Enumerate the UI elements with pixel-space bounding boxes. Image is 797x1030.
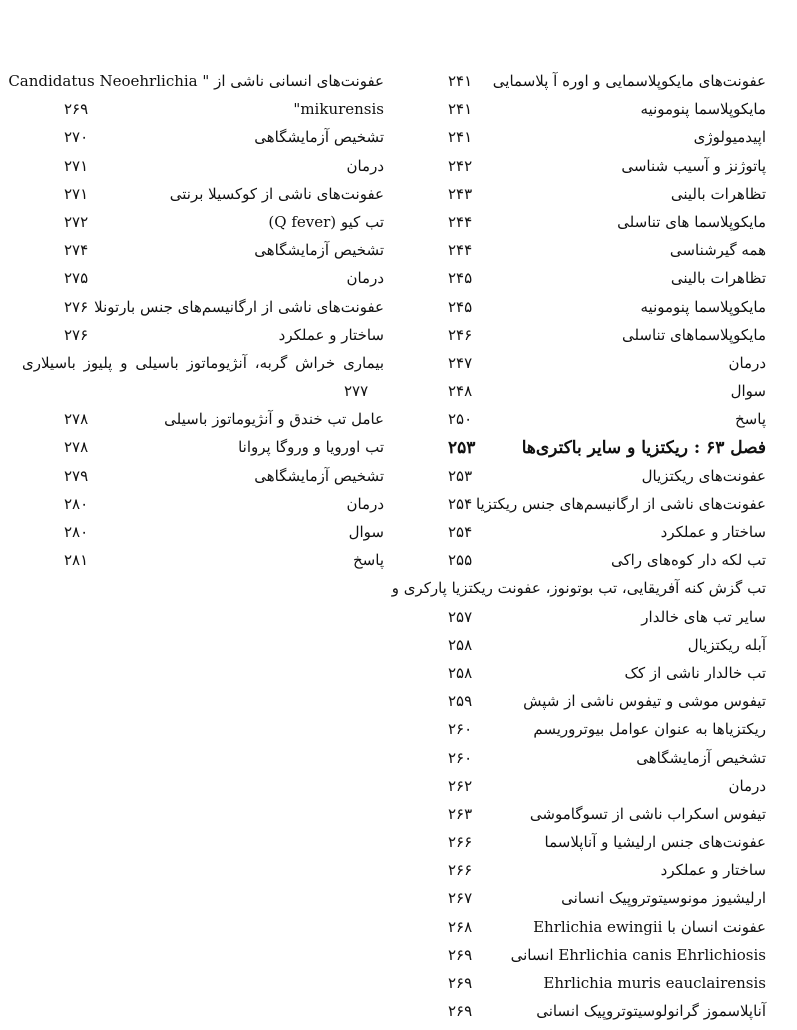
toc-entry-page: ۲۶۹ [448, 974, 473, 993]
toc-entry-page: ۲۵۳ [448, 438, 476, 459]
toc-entry-page: ۲۴۵ [448, 269, 473, 288]
toc-entry-title: همه گیرشناسی [669, 241, 766, 260]
toc-entry-page: ۲۶۰ [448, 748, 473, 767]
toc-entry [400, 946, 766, 974]
toc-entry-title: اپیدمیولوژی [693, 128, 766, 147]
toc-entry-page: ۲۶۶ [448, 833, 473, 852]
toc-entry-page: ۲۷۸ [64, 438, 89, 457]
toc-entry-title: مایکوپلاسما های تناسلی [617, 212, 766, 231]
toc-entry-title: تب خالدار ناشی از کک [624, 663, 766, 682]
toc-entry [400, 551, 766, 579]
toc-entry [22, 128, 384, 156]
chapter-title: فصل ۶۳ : ریکتزیا و سایر باکتری‌ها [521, 438, 766, 459]
toc-entry [400, 269, 766, 297]
toc-entry [400, 636, 766, 664]
toc-entry-page: ۲۶۰ [448, 720, 473, 739]
toc-entry [400, 213, 766, 241]
toc-entry [400, 664, 766, 692]
toc-entry-title: آبله ریکتزیال [687, 635, 766, 654]
toc-entry-page: ۲۷۱ [64, 184, 89, 203]
toc-entry [400, 692, 766, 720]
toc-entry [22, 410, 384, 438]
toc-entry [22, 157, 384, 185]
toc-entry-page: ۲۴۴ [448, 241, 473, 260]
toc-entry-page: ۲۵۸ [448, 663, 473, 682]
toc-entry [400, 889, 766, 917]
toc-entry-title: درمان [346, 494, 384, 513]
toc-entry-page: ۲۷۰ [64, 128, 89, 147]
toc-entry-page: ۲۷۱ [64, 156, 89, 175]
toc-entry-page: ۲۵۵ [448, 551, 473, 570]
toc-left-column [8, 72, 384, 579]
toc-entry [8, 72, 384, 128]
toc-entry-title-continued: سایر تب های خالدار [641, 607, 766, 626]
toc-right-column [391, 72, 766, 1030]
toc-entry [400, 410, 766, 438]
toc-entry [22, 185, 384, 213]
toc-entry-title: مایکوپلاسما پنومونیه [640, 100, 766, 119]
toc-entry [22, 213, 384, 241]
toc-entry-title: تب کیو (Q fever) [268, 212, 384, 231]
toc-entry-page: ۲۶۲ [448, 776, 473, 795]
toc-entry [22, 438, 384, 466]
toc-entry-page: ۲۶۸ [448, 917, 473, 936]
toc-entry [22, 298, 384, 326]
toc-entry-title: ساختار و عملکرد [660, 523, 766, 541]
toc-entry-page: ۲۸۱ [64, 551, 89, 570]
toc-entry-title-continued: mikurensis" [293, 100, 384, 119]
toc-entry [400, 861, 766, 889]
toc-entry-page: ۲۵۹ [448, 692, 473, 711]
toc-entry-page: ۲۷۲ [64, 212, 89, 231]
toc-entry-title: عفونت‌های ناشی از ارگانیسم‌های جنس ریکتزیا [475, 494, 766, 513]
toc-entry-title: تشخیص آزمایشگاهی [254, 466, 384, 485]
toc-entry [22, 241, 384, 269]
toc-entry-title: تشخیص آزمایشگاهی [636, 748, 766, 767]
toc-entry-page: ۲۶۹ [64, 100, 89, 119]
toc-entry-title: Ehrlichia muris eauclairensis [543, 974, 766, 993]
toc-entry-title: درمان [346, 156, 384, 175]
toc-entry-page: ۲۶۳ [448, 804, 473, 823]
toc-entry-title: عفونت‌های جنس ارلیشیا و آناپلاسما [544, 833, 766, 852]
toc-entry-page: ۲۶۹ [448, 1002, 473, 1021]
toc-entry [400, 185, 766, 213]
toc-entry [391, 579, 766, 635]
toc-entry [400, 157, 766, 185]
toc-entry [22, 523, 384, 551]
toc-entry [400, 805, 766, 833]
toc-entry-page: ۲۴۶ [448, 325, 473, 344]
toc-entry [400, 749, 766, 777]
toc-entry-title: تب لکه دار کوه‌های راکی [611, 551, 766, 570]
toc-entry-page: ۲۷۶ [64, 325, 89, 344]
toc-entry-title: تظاهرات بالینی [670, 184, 766, 203]
toc-entry [22, 354, 384, 410]
toc-entry-page: ۲۴۸ [448, 382, 473, 401]
toc-entry [400, 298, 766, 326]
toc-chapter-heading [400, 438, 766, 466]
toc-entry [22, 467, 384, 495]
toc-entry-page: ۲۵۰ [448, 410, 473, 429]
toc-entry-title: تیفوس اسکراب ناشی از تسوگاموشی [529, 804, 766, 823]
toc-entry-page: ۲۵۷ [448, 607, 473, 626]
toc-entry [400, 495, 766, 523]
toc-entry-page: ۲۵۳ [448, 466, 473, 485]
toc-entry-page: ۲۴۳ [448, 184, 473, 203]
toc-entry-page: ۲۴۱ [448, 100, 473, 119]
toc-entry [400, 974, 766, 1002]
toc-entry-page: ۲۷۵ [64, 269, 89, 288]
toc-entry-page: ۲۴۱ [448, 128, 473, 147]
toc-entry-title: عفونت‌های مایکوپلاسمایی و اوره آ پلاسمایی [492, 72, 766, 90]
toc-entry-page: ۲۷۷ [344, 382, 369, 401]
toc-entry-page: ۲۷۸ [64, 410, 89, 429]
toc-entry [400, 100, 766, 128]
toc-entry-title: مایکوپلاسماهای تناسلی [621, 325, 766, 344]
toc-entry [400, 382, 766, 410]
toc-entry-title: Ehrlichia canis Ehrlichiosis انسانی [510, 945, 766, 964]
toc-entry [400, 467, 766, 495]
toc-entry-title: عفونت انسان با Ehrlichia ewingii [533, 917, 766, 936]
toc-entry-title: عفونت‌های ناشی از ارگانیسم‌های جنس بارتونلا [94, 297, 384, 316]
toc-entry-page: ۲۴۷ [448, 353, 473, 372]
toc-entry-page: ۲۶۷ [448, 889, 473, 908]
toc-entry-title: عفونت‌های ناشی از کوکسیلا برنتی [169, 184, 384, 203]
toc-entry-title: سوال [730, 382, 766, 401]
toc-entry [22, 551, 384, 579]
toc-entry-title: آناپلاسموز گرانولوسیتوتروپیک انسانی [536, 1002, 766, 1021]
toc-entry [400, 720, 766, 748]
toc-entry-title: ارلیشیوز مونوسیتوتروپیک انسانی [561, 889, 766, 908]
toc-entry-page: ۲۴۲ [448, 156, 473, 175]
toc-entry-page: ۲۵۸ [448, 635, 473, 654]
toc-entry [400, 833, 766, 861]
toc-entry-page: ۲۵۴ [448, 523, 473, 541]
toc-entry-title: تظاهرات بالینی [670, 269, 766, 288]
toc-entry [400, 241, 766, 269]
toc-entry [400, 523, 766, 551]
toc-entry [400, 777, 766, 805]
toc-entry [400, 72, 766, 100]
toc-entry-page: ۲۶۹ [448, 945, 473, 964]
toc-entry-title: سوال [348, 523, 384, 542]
toc-entry-title: تب گزش کنه آفریقایی، تب بوتونوز، عفونت ریکتزیا پارکری و [391, 579, 766, 598]
toc-entry [22, 495, 384, 523]
toc-entry [400, 128, 766, 156]
toc-entry-page: ۲۴۱ [448, 72, 473, 90]
toc-entry-title: عامل تب خندق و آنژیوماتوز باسیلی [164, 410, 384, 429]
toc-entry-title: تب اورویا و وروگا پروانا [238, 438, 384, 457]
toc-entry-page: ۲۷۹ [64, 466, 89, 485]
toc-entry [22, 326, 384, 354]
toc-entry-title: عفونت‌های انسانی ناشی از " Candidatus Neoehrlichia [8, 72, 384, 90]
toc-entry-title: عفونت‌های ریکتزیال [641, 466, 766, 485]
toc-entry-title: پاتوژنز و آسیب شناسی [621, 156, 766, 175]
toc-entry-page: ۲۸۰ [64, 494, 89, 513]
toc-entry-title: مایکوپلاسما پنومونیه [640, 297, 766, 316]
toc-entry-page: ۲۷۶ [64, 297, 89, 316]
toc-entry-page: ۲۸۰ [64, 523, 89, 542]
toc-entry-title: بیماری خراش گربه، آنژیوماتوز باسیلی و پلیوز باسیلاری [22, 353, 384, 372]
toc-entry [400, 1002, 766, 1030]
toc-entry-page: ۲۶۶ [448, 861, 473, 880]
toc-entry-page: ۲۷۴ [64, 241, 89, 260]
toc-entry-title: درمان [728, 776, 766, 795]
toc-entry [400, 326, 766, 354]
toc-entry [22, 269, 384, 297]
toc-entry-title: تشخیص آزمایشگاهی [254, 128, 384, 147]
toc-entry [400, 918, 766, 946]
toc-entry [400, 354, 766, 382]
toc-entry-title: ساختار و عملکرد [660, 861, 766, 880]
toc-entry-title: پاسخ [735, 410, 766, 429]
toc-entry-title: پاسخ [353, 551, 384, 570]
toc-entry-page: ۲۴۴ [448, 212, 473, 231]
toc-entry-page: ۲۵۴ [448, 494, 473, 513]
toc-entry-title: درمان [346, 269, 384, 288]
toc-entry-title: تشخیص آزمایشگاهی [254, 241, 384, 260]
toc-entry-title: ساختار و عملکرد [278, 325, 384, 344]
toc-entry-page: ۲۴۵ [448, 297, 473, 316]
toc-entry-title: تیفوس موشی و تیفوس ناشی از شپش [523, 692, 766, 711]
toc-entry-title: ریکتزیاها به عنوان عوامل بیوتروریسم [533, 720, 766, 739]
toc-entry-title: درمان [728, 353, 766, 372]
